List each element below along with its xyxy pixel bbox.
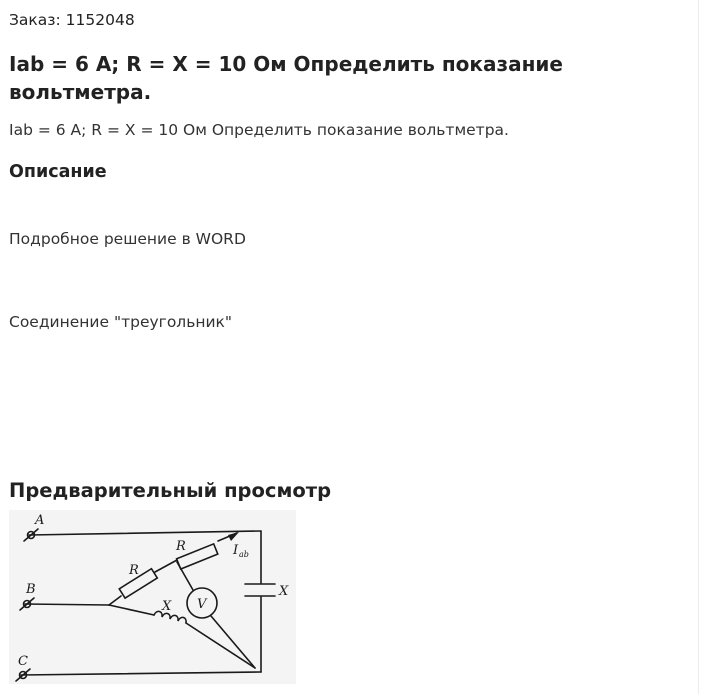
description-heading: Описание xyxy=(9,162,107,182)
label-b: B xyxy=(26,582,36,597)
label-a: A xyxy=(35,513,45,528)
wire-b-inductor xyxy=(109,605,154,615)
label-r2: R xyxy=(129,563,139,578)
circuit-diagram xyxy=(9,510,296,684)
label-current: I xyxy=(233,543,239,558)
label-capacitor: X xyxy=(279,584,289,599)
label-c: C xyxy=(18,654,28,669)
wire-c xyxy=(21,672,261,675)
label-r1: R xyxy=(176,539,186,554)
description-paragraph-2: Соединение "треугольник" xyxy=(9,313,233,331)
wire-voltmeter-c xyxy=(211,616,255,668)
wire-r2-left xyxy=(109,596,121,605)
description-paragraph-1: Подробное решение в WORD xyxy=(9,230,246,248)
wire-b xyxy=(25,604,109,605)
order-number: Заказ: 1152048 xyxy=(9,11,135,29)
label-current-sub: ab xyxy=(239,550,249,559)
label-voltmeter: V xyxy=(197,597,207,612)
wire-mid-voltmeter xyxy=(177,562,193,590)
preview-heading: Предварительный просмотр xyxy=(9,479,332,502)
wire-inductor-c xyxy=(186,623,255,668)
current-arrow-icon xyxy=(228,532,239,541)
page-subtitle: Iab = 6 А; R = X = 10 Ом Определить показание вольтметра. xyxy=(9,121,509,139)
wire-r-mid xyxy=(155,560,177,572)
label-inductor: X xyxy=(162,599,172,614)
page-title: Iab = 6 А; R = X = 10 Ом Определить показание вольтметра. xyxy=(9,52,563,104)
preview-image xyxy=(9,510,296,684)
wire-a xyxy=(29,531,261,535)
